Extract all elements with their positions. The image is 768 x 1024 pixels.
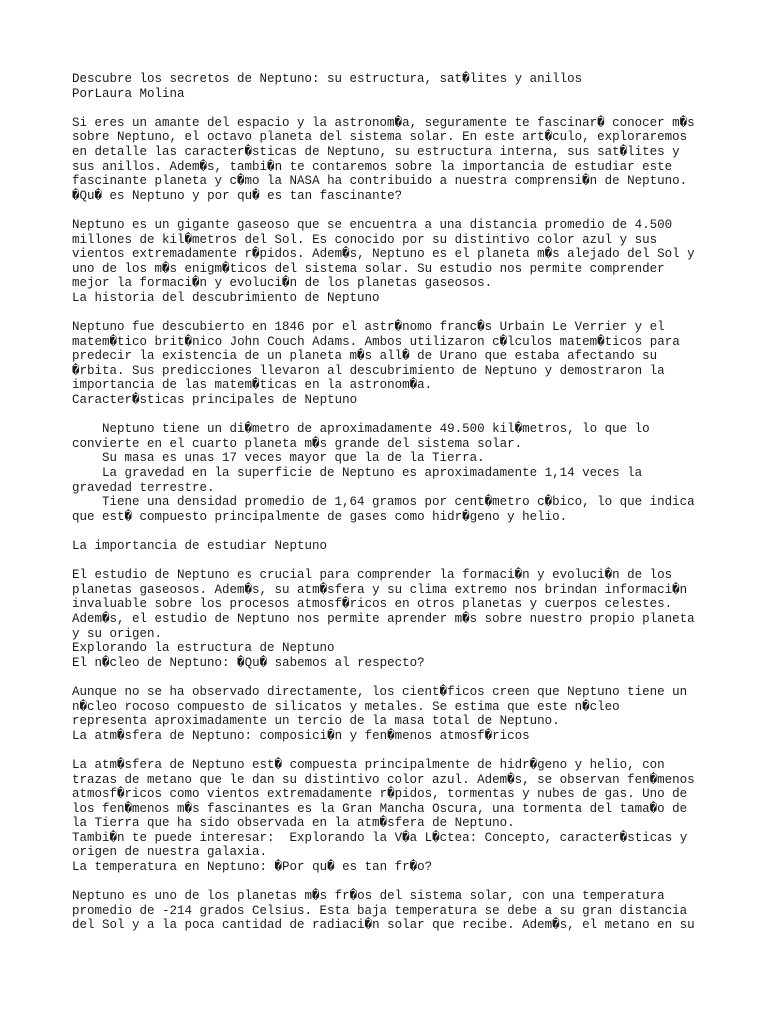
text-line: origen de nuestra galaxia. xyxy=(72,845,268,860)
blank-line xyxy=(72,875,712,890)
text-line: del Sol y a la poca cantidad de radiaci�n solar que recibe. Adem�s, el metano en su xyxy=(72,918,695,933)
text-line: La importancia de estudiar Neptuno xyxy=(72,539,328,553)
text-line: �Qu� es Neptuno y por qu� es tan fascinante? xyxy=(72,188,403,203)
text-line: trazas de metano que le dan su distintivo color azul. Adem�s, se observan fen�menos xyxy=(72,772,695,787)
text-line: Tambi�n te puede interesar: Explorando la V�a L�ctea: Concepto, caracter�sticas y xyxy=(72,830,688,845)
text-line: �rbita. Sus predicciones llevaron al descubrimiento de Neptuno y demostraron la xyxy=(72,363,665,378)
text-line: promedio de -214 grados Celsius. Esta baja temperatura se debe a su gran distancia xyxy=(72,903,688,918)
text-line: gravedad terrestre. xyxy=(72,480,215,495)
text-line: Neptuno es un gigante gaseoso que se encuentra a una distancia promedio de 4.500 xyxy=(72,217,673,232)
text-line: Explorando la estructura de Neptuno xyxy=(72,641,335,656)
text-line: El n�cleo de Neptuno: �Qu� sabemos al respecto? xyxy=(72,655,425,670)
text-line: vientos extremadamente r�pidos. Adem�s, Neptuno es el planeta m�s alejado del Sol y xyxy=(72,247,695,262)
text-line: que est� compuesto principalmente de gases como hidr�geno y helio. xyxy=(72,509,568,524)
text-line: matem�tico brit�nico John Couch Adams. Ambos utilizaron c�lculos matem�ticos para xyxy=(72,334,680,349)
text-line: El estudio de Neptuno es crucial para comprender la formaci�n y evoluci�n de los xyxy=(72,568,673,583)
text-line: Si eres un amante del espacio y la astronom�a, seguramente te fascinar� conocer m�s xyxy=(72,115,695,130)
text-line: Adem�s, el estudio de Neptuno nos permite aprender m�s sobre nuestro propio planeta xyxy=(72,611,695,626)
text-line: predecir la existencia de un planeta m�s all� de Urano que estaba afectando su xyxy=(72,349,658,364)
blank-line xyxy=(72,306,712,321)
text-line: uno de los m�s enigm�ticos del sistema solar. Su estudio nos permite comprender xyxy=(72,261,665,276)
text-line: millones de kil�metros del Sol. Es conocido por su distintivo color azul y sus xyxy=(72,232,658,247)
text-line: en detalle las caracter�sticas de Neptuno, su estructura interna, sus sat�lites y xyxy=(72,144,680,159)
text-line: Tiene una densidad promedio de 1,64 gramos por cent�metro c�bico, lo que indica xyxy=(72,495,695,510)
text-line: mejor la formaci�n y evoluci�n de los planetas gaseosos. xyxy=(72,276,493,291)
text-line: Descubre los secretos de Neptuno: su estructura, sat�lites y anillos xyxy=(72,72,583,86)
text-line: n�cleo rocoso compuesto de silicatos y metales. Se estima que este n�cleo xyxy=(72,699,620,714)
text-line: y su origen. xyxy=(72,626,163,641)
text-line: sus anillos. Adem�s, tambi�n te contaremos sobre la importancia de estudiar este xyxy=(72,159,673,174)
text-line: Neptuno es uno de los planetas m�s fr�os del sistema solar, con una temperatura xyxy=(72,889,665,904)
blank-line xyxy=(72,743,712,758)
text-line: PorLaura Molina xyxy=(72,86,185,101)
text-line: Su masa es unas 17 veces mayor que la de la Tierra. xyxy=(72,451,485,466)
blank-line xyxy=(72,203,712,218)
text-line: atmosf�ricos como vientos extremadamente r�pidos, tormentas y nubes de gas. Uno de xyxy=(72,787,688,802)
text-line: la Tierra que ha sido observada en la atm�sfera de Neptuno. xyxy=(72,816,515,831)
blank-line xyxy=(72,524,712,539)
text-line: fascinante planeta y c�mo la NASA ha contribuido a nuestra comprensi�n de Neptuno. xyxy=(72,174,688,189)
text-line: La temperatura en Neptuno: �Por qu� es tan fr�o? xyxy=(72,860,433,875)
text-line: planetas gaseosos. Adem�s, su atm�sfera y su clima extremo nos brindan informaci�n xyxy=(72,582,688,597)
text-line: La gravedad en la superficie de Neptuno es aproximadamente 1,14 veces la xyxy=(72,466,643,481)
text-line: Aunque no se ha observado directamente, los cient�ficos creen que Neptuno tiene un xyxy=(72,684,688,699)
blank-line xyxy=(72,670,712,685)
text-line: los fen�menos m�s fascinantes es la Gran Mancha Oscura, una tormenta del tama�o de xyxy=(72,801,688,816)
text-line: importancia de las matem�ticas en la astronom�a. xyxy=(72,378,433,393)
text-line: La atm�sfera de Neptuno: composici�n y fen�menos atmosf�ricos xyxy=(72,728,530,743)
blank-line xyxy=(72,101,712,116)
text-line: La historia del descubrimiento de Neptuno xyxy=(72,290,380,305)
blank-line xyxy=(72,408,712,423)
text-line: invaluable sobre los procesos atmosf�ricos en otros planetas y cuerpos celestes. xyxy=(72,597,673,612)
text-line: Caracter�sticas principales de Neptuno xyxy=(72,393,358,408)
text-line: convierte en el cuarto planeta m�s grande del sistema solar. xyxy=(72,436,523,451)
text-line: sobre Neptuno, el octavo planeta del sistema solar. En este art�culo, exploraremos xyxy=(72,130,688,145)
text-line: representa aproximadamente un tercio de la masa total de Neptuno. xyxy=(72,714,560,729)
text-line: Neptuno fue descubierto en 1846 por el astr�nomo franc�s Urbain Le Verrier y el xyxy=(72,320,665,335)
blank-line xyxy=(72,554,712,569)
text-line: La atm�sfera de Neptuno est� compuesta principalmente de hidr�geno y helio, con xyxy=(72,757,665,772)
document-text xyxy=(72,72,712,933)
text-line: Neptuno tiene un di�metro de aproximadamente 49.500 kil�metros, lo que lo xyxy=(72,422,650,437)
